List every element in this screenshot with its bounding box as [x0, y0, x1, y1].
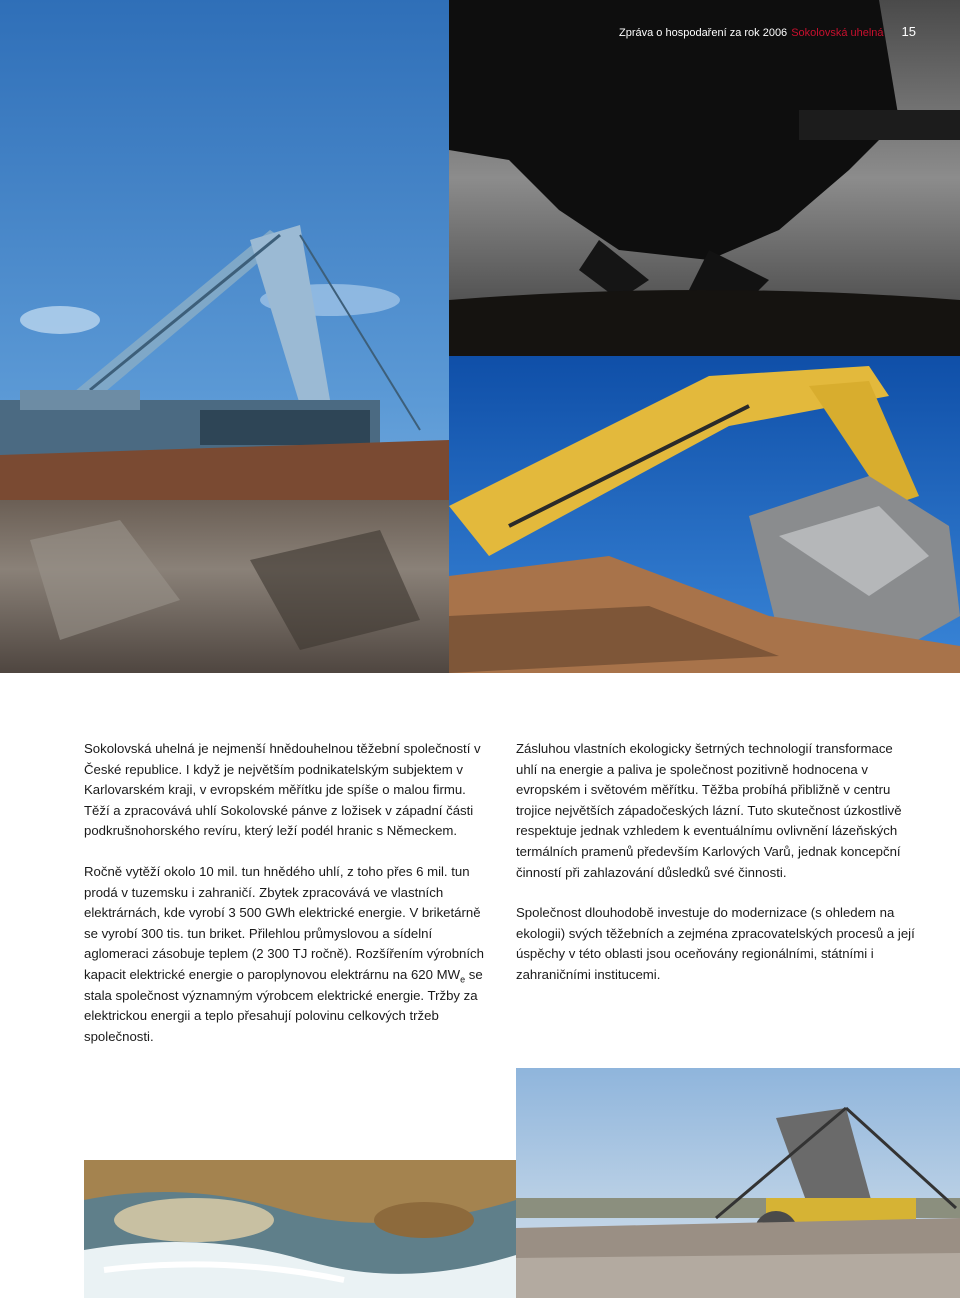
report-title: Zpráva o hospodaření za rok 2006 — [619, 27, 788, 39]
left-paragraph-2-subscript: e — [460, 974, 466, 985]
right-paragraph-2: Společnost dlouhodobě investuje do modernizace (s ohledem na ekologii) svých těžebních a zejména zpracovatelských procesů a její úspěchy v této oblasti jsou oceňovány regionálními, státními i zahraničními institucemi. — [516, 905, 915, 982]
left-paragraph-2-text-a: Ročně vytěží okolo 10 mil. tun hnědého uhlí, z toho přes 6 mil. tun prodá v tuzemsku i zahraničí. Zbytek zpracovává ve vlastních elektrárnách, kde vyrobí 3 500 GWh elektrické energie. V briketárně se vyrobí 300 tis. tun briket. Přilehlou průmyslovou a sídelní aglomeraci zásobuje teplem (2 300 TJ ročně). Rozšířením výrobních kapacit elektrické energie o paroplynovou elektrárnu na 620 MW — [84, 863, 484, 982]
photo-open-pit-excavator — [516, 1068, 960, 1298]
left-paragraph-1: Sokolovská uhelná je nejmenší hnědouhelnou těžební společností v České republice. I když je největším podnikatelským subjektem v Karlovarském kraji, v evropském měřítku jde spíše o malou firmu. Těží a zpracovává uhlí Sokolovské pánve z ložisek v západní části podkrušnohorského revíru, který leží podél hranic s Německem. — [84, 741, 481, 839]
left-text-column — [84, 739, 484, 1067]
right-paragraph-1: Zásluhou vlastních ekologicky šetrných technologií transformace uhlí na energie a paliva je společnost pozitivně hodnocena v evropském i světovém měřítku. Těžba probíhá přibližně v centru trojice největších západočeských lázní. Tuto skutečnost úzkostlivě respektuje jednak vzhledem k eventuálnímu ovlivnění lázeňských termálních pramenů především Karlových Varů, jednak koncepční činností při zahlazování důsledků své činnosti. — [516, 741, 902, 880]
photo-bucket-wheel-dark — [449, 0, 960, 356]
left-paragraph-2-text-b: se stala společnost významným výrobcem elektrické energie. Tržby za elektrickou energii a teplo přesahují polovinu celkových tržeb společnosti. — [84, 966, 483, 1044]
photo-yellow-excavator — [449, 356, 960, 673]
photo-water-rapids — [84, 1160, 516, 1298]
page-number: 15 — [901, 24, 916, 39]
left-paragraph-2 — [84, 862, 484, 1047]
page-header — [619, 24, 916, 39]
company-name: Sokolovská uhelná — [791, 27, 884, 39]
photo-excavator-sky — [0, 0, 449, 673]
right-text-column — [516, 739, 916, 1006]
